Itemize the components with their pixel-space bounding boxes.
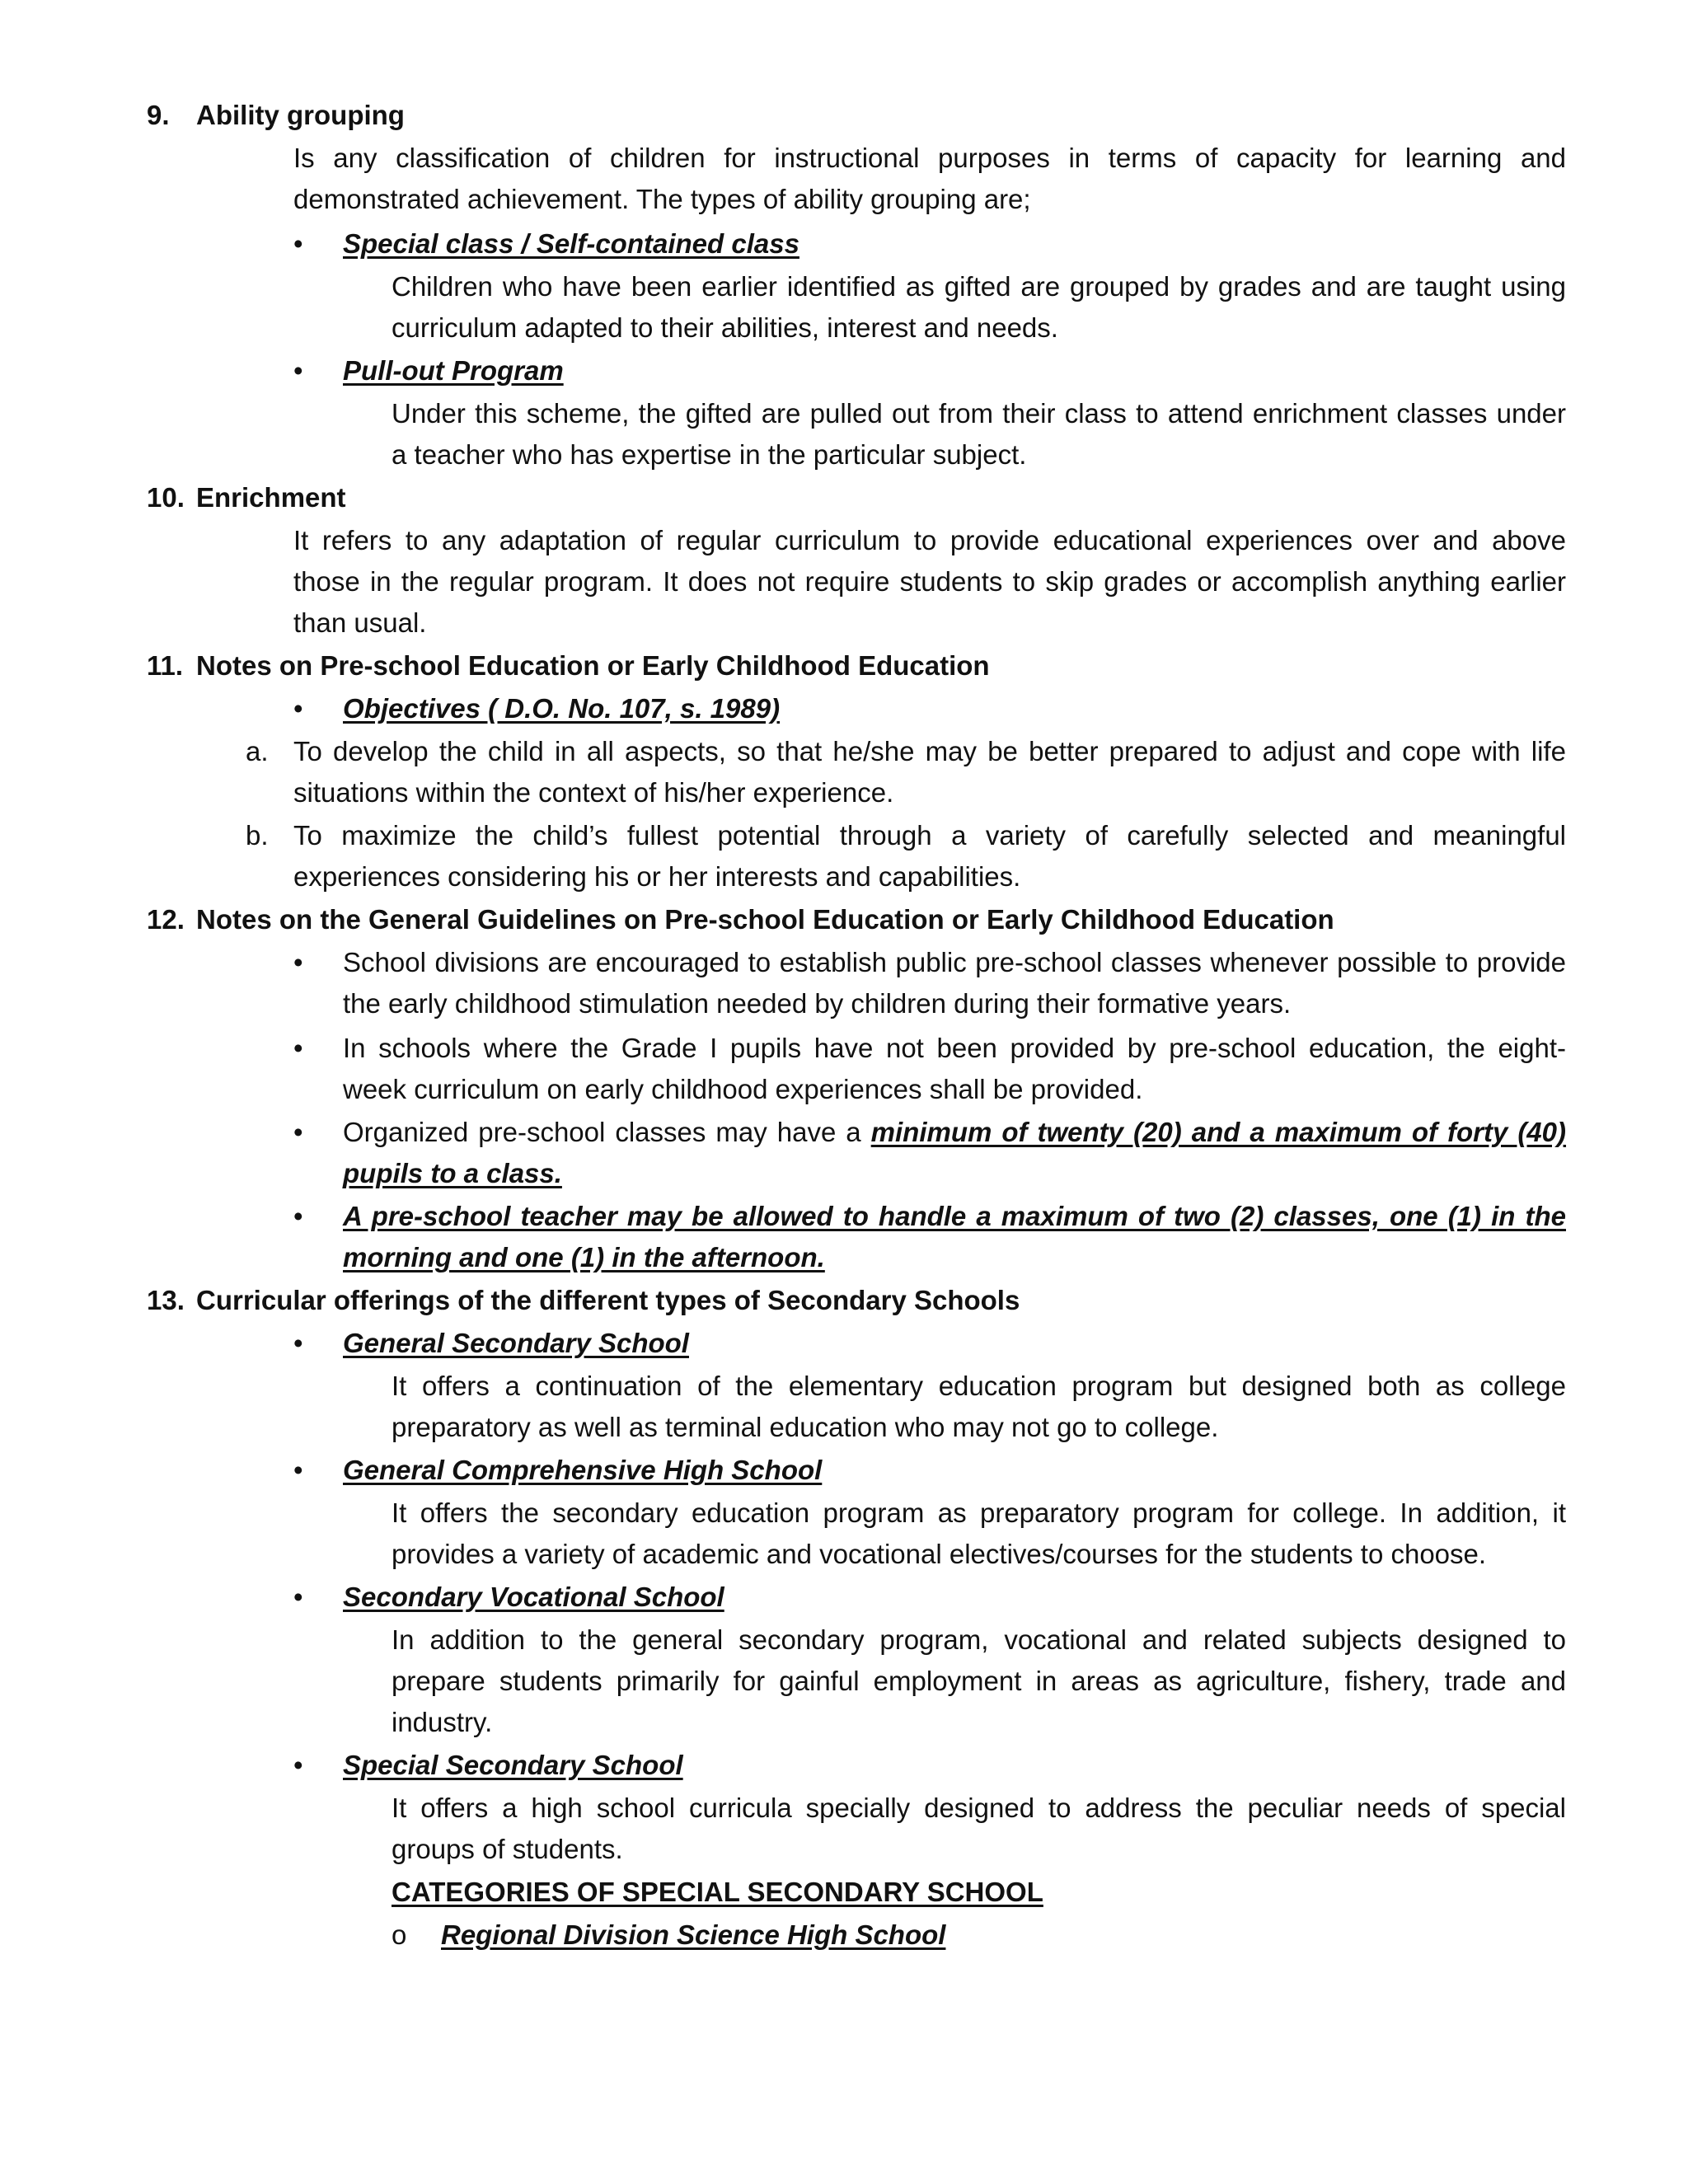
paragraph-line: industry. xyxy=(392,1707,493,1737)
sub-bullet-marker: o xyxy=(392,1919,407,1950)
emphasis-text: pupils to a class. xyxy=(343,1158,562,1188)
paragraph-line: provides a variety of academic and vocational electives/courses for the students to choose. xyxy=(392,1539,1487,1569)
paragraph-line: It offers the secondary education program as preparatory program for college. In addition, it xyxy=(392,1497,1566,1528)
section-title: Curricular offerings of the different types of Secondary Schools xyxy=(196,1285,1020,1315)
paragraph-line: Under this scheme, the gifted are pulled out from their class to attend enrichment classes under xyxy=(392,398,1566,429)
paragraph-line: It refers to any adaptation of regular curriculum to provide educational experiences over and above xyxy=(293,525,1566,555)
bullet-heading: Special class / Self-contained class xyxy=(343,228,799,259)
paragraph-line: It offers a high school curricula specially designed to address the peculiar needs of special xyxy=(392,1793,1566,1823)
paragraph-line: In addition to the general secondary program, vocational and related subjects designed to xyxy=(392,1624,1566,1655)
paragraph-line: week curriculum on early childhood experiences shall be provided. xyxy=(343,1074,1143,1104)
emphasis-text: morning and one (1) in the afternoon. xyxy=(343,1242,825,1272)
paragraph-line: demonstrated achievement. The types of ability grouping are; xyxy=(293,184,1031,214)
bullet-marker: • xyxy=(293,1033,303,1063)
list-letter: a. xyxy=(246,736,269,766)
bullet-marker: • xyxy=(293,355,303,386)
bullet-marker: • xyxy=(293,947,303,977)
bullet-heading: Special Secondary School xyxy=(343,1750,683,1780)
section-number: 10. xyxy=(147,482,185,513)
paragraph-line: To develop the child in all aspects, so that he/she may be better prepared to adjust and cope with life xyxy=(293,736,1566,766)
paragraph-line: a teacher who has expertise in the particular subject. xyxy=(392,439,1027,470)
bullet-marker: • xyxy=(293,1750,303,1780)
paragraph-line: It offers a continuation of the elementary education program but designed both as college xyxy=(392,1371,1566,1401)
section-number: 12. xyxy=(147,904,185,935)
bullet-marker: • xyxy=(293,1455,303,1485)
bullet-marker: • xyxy=(293,228,303,259)
sub-bullet-heading: Regional Division Science High School xyxy=(441,1919,946,1950)
bullet-marker: • xyxy=(293,1582,303,1612)
paragraph-line: preparatory as well as terminal education who may not go to college. xyxy=(392,1412,1219,1442)
paragraph-line: Children who have been earlier identified as gifted are grouped by grades and are taught using xyxy=(392,271,1566,302)
paragraph-line: situations within the context of his/her experience. xyxy=(293,777,894,808)
section-title: Notes on Pre-school Education or Early Childhood Education xyxy=(196,650,990,681)
bullet-heading: General Secondary School xyxy=(343,1328,689,1358)
paragraph-line: those in the regular program. It does not require students to skip grades or accomplish anything earlier xyxy=(293,566,1566,597)
paragraph-line: experiences considering his or her interests and capabilities. xyxy=(293,861,1021,892)
paragraph-line: School divisions are encouraged to establish public pre-school classes whenever possible to provide xyxy=(343,947,1566,977)
bullet-heading: Objectives ( D.O. No. 107, s. 1989) xyxy=(343,693,781,724)
bullet-marker: • xyxy=(293,1328,303,1358)
paragraph-line: In schools where the Grade I pupils have not been provided by pre-school education, the eight- xyxy=(343,1033,1566,1063)
paragraph-line: the early childhood stimulation needed by children during their formative years. xyxy=(343,988,1292,1019)
paragraph-line: Is any classification of children for instructional purposes in terms of capacity for learning and xyxy=(293,143,1566,173)
section-number: 11. xyxy=(147,650,184,681)
emphasis-text: A pre-school teacher may be allowed to handle a maximum of two (2) classes, one (1) in the xyxy=(343,1201,1566,1231)
bullet-heading: Secondary Vocational School xyxy=(343,1582,724,1612)
list-letter: b. xyxy=(246,820,269,851)
emphasis-text: minimum of twenty (20) and a maximum of forty (40) xyxy=(870,1117,1567,1147)
section-title: Enrichment xyxy=(196,482,346,513)
bullet-marker: • xyxy=(293,693,303,724)
paragraph-line: To maximize the child’s fullest potential through a variety of carefully selected and meaningful xyxy=(293,820,1566,851)
section-number: 13. xyxy=(147,1285,185,1315)
section-number: 9. xyxy=(147,100,170,130)
paragraph-line: prepare students primarily for gainful employment in areas as agriculture, fishery, trade and xyxy=(392,1666,1566,1696)
bullet-marker: • xyxy=(293,1201,303,1231)
paragraph-line: groups of students. xyxy=(392,1834,623,1864)
bullet-heading: General Comprehensive High School xyxy=(343,1455,823,1485)
plain-text: Organized pre-school classes may have a xyxy=(343,1117,871,1147)
categories-heading: CATEGORIES OF SPECIAL SECONDARY SCHOOL xyxy=(392,1877,1043,1907)
paragraph-line: curriculum adapted to their abilities, interest and needs. xyxy=(392,312,1058,343)
bullet-heading: Pull-out Program xyxy=(343,355,564,386)
bullet-marker: • xyxy=(293,1117,303,1147)
section-title: Notes on the General Guidelines on Pre-school Education or Early Childhood Education xyxy=(196,904,1334,935)
paragraph-line xyxy=(343,1114,1566,1151)
section-title: Ability grouping xyxy=(196,100,405,130)
paragraph-line: than usual. xyxy=(293,607,427,638)
